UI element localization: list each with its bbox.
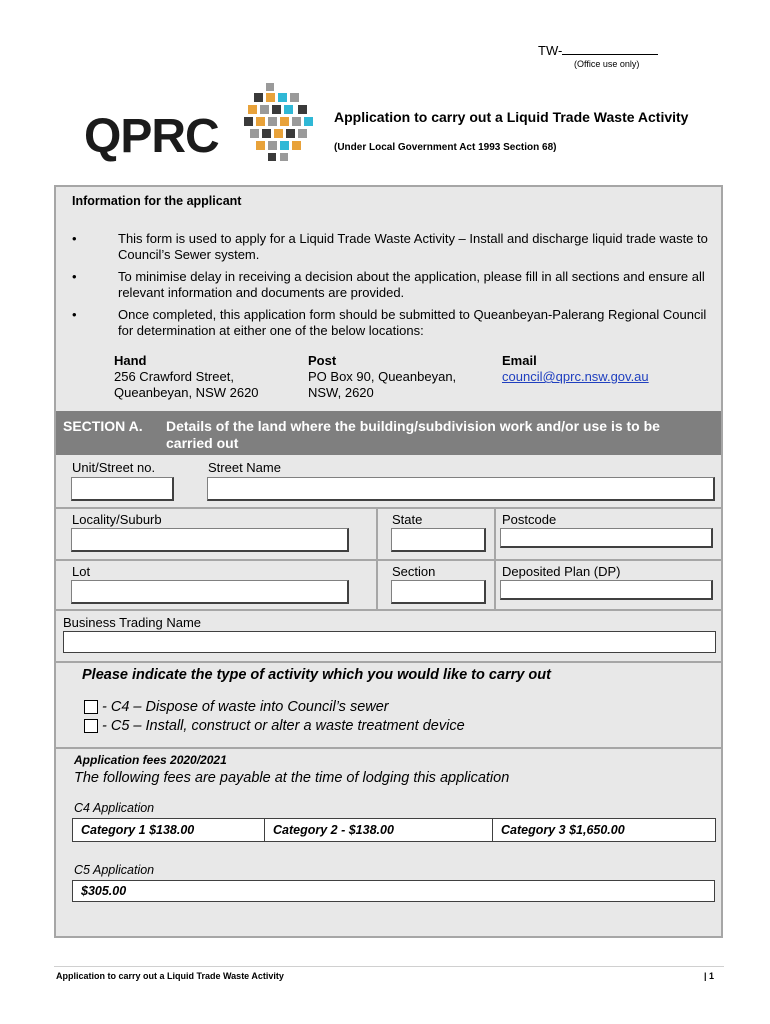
activity-type-title: Please indicate the type of activity which you would like to carry out bbox=[82, 667, 551, 683]
office-use-note: (Office use only) bbox=[574, 59, 640, 69]
contact-hand-heading: Hand bbox=[114, 353, 147, 368]
column-divider bbox=[376, 560, 378, 610]
column-divider bbox=[494, 560, 496, 610]
street-name-input[interactable] bbox=[207, 477, 715, 501]
footer-divider bbox=[54, 966, 724, 967]
page-number: | 1 bbox=[704, 971, 715, 981]
bullet-marker: • bbox=[72, 269, 77, 284]
info-title: Information for the applicant bbox=[72, 194, 242, 208]
office-number-line[interactable] bbox=[562, 42, 658, 55]
lot-input[interactable] bbox=[71, 580, 349, 604]
c4-application-label: C4 Application bbox=[74, 801, 155, 815]
logo-wordmark: QPRC bbox=[84, 110, 219, 163]
fees-title: Application fees 2020/2021 bbox=[74, 753, 227, 767]
c5-option-label: - C5 – Install, construct or alter a waste treatment device bbox=[102, 718, 465, 734]
unit-street-no-label: Unit/Street no. bbox=[72, 460, 156, 475]
c5-fee: $305.00 bbox=[81, 884, 127, 898]
unit-street-no-input[interactable] bbox=[71, 477, 174, 501]
state-input[interactable] bbox=[391, 528, 486, 552]
info-bullet-3: Once completed, this application form should be submitted to Queanbeyan-Palerang Regional Council for determination at either one of the below locations: bbox=[118, 307, 707, 338]
row-divider bbox=[56, 609, 721, 611]
info-bullet-2: To minimise delay in receiving a decision about the application, please fill in all sections and ensure all relevant information and documents are provided. bbox=[118, 269, 705, 300]
row-divider bbox=[56, 559, 721, 561]
row-divider bbox=[56, 747, 721, 749]
document-title: Application to carry out a Liquid Trade Waste Activity bbox=[334, 109, 689, 125]
section-a-label: SECTION A. bbox=[63, 418, 143, 434]
contact-hand-line2: Queanbeyan, NSW 2620 bbox=[114, 385, 259, 400]
section-a-title: Details of the land where the building/subdivision work and/or use is to be carried out bbox=[166, 418, 660, 451]
footer-title: Application to carry out a Liquid Trade Waste Activity bbox=[56, 971, 284, 981]
locality-suburb-input[interactable] bbox=[71, 528, 349, 552]
lot-label: Lot bbox=[72, 564, 91, 579]
column-divider bbox=[494, 508, 496, 560]
contact-email-link-wrap bbox=[502, 369, 649, 385]
c5-checkbox[interactable] bbox=[84, 719, 98, 733]
section-a-header bbox=[56, 411, 721, 455]
c4-checkbox[interactable] bbox=[84, 700, 98, 714]
logo-mosaic-icon bbox=[244, 83, 314, 163]
contact-post-line1: PO Box 90, Queanbeyan, bbox=[308, 369, 457, 384]
bullet-marker: • bbox=[72, 307, 77, 322]
c4-option-label: - C4 – Dispose of waste into Council’s sewer bbox=[102, 699, 389, 715]
column-divider bbox=[376, 508, 378, 560]
deposited-plan-input[interactable] bbox=[500, 580, 713, 600]
office-prefix: TW- bbox=[538, 43, 563, 58]
c4-fee-table bbox=[72, 818, 716, 842]
c4-category-1-fee: Category 1 $138.00 bbox=[73, 819, 265, 841]
qprc-logo bbox=[84, 83, 324, 163]
row-divider bbox=[56, 661, 721, 663]
postcode-input[interactable] bbox=[500, 528, 713, 548]
contact-email-link[interactable]: council@qprc.nsw.gov.au bbox=[502, 369, 649, 384]
document-subtitle: (Under Local Government Act 1993 Section 68) bbox=[334, 142, 557, 153]
fees-subtitle: The following fees are payable at the time of lodging this application bbox=[74, 770, 510, 786]
state-label: State bbox=[392, 512, 423, 527]
c5-fee-table bbox=[72, 880, 715, 902]
business-trading-name-input[interactable] bbox=[63, 631, 716, 653]
row-divider bbox=[56, 507, 721, 509]
c4-category-2-fee: Category 2 - $138.00 bbox=[265, 819, 493, 841]
locality-suburb-label: Locality/Suburb bbox=[72, 512, 162, 527]
office-use-field bbox=[538, 42, 658, 58]
bullet-marker: • bbox=[72, 231, 77, 246]
contact-hand-line1: 256 Crawford Street, bbox=[114, 369, 234, 384]
street-name-label: Street Name bbox=[208, 460, 281, 475]
contact-email-heading: Email bbox=[502, 353, 537, 368]
section-input[interactable] bbox=[391, 580, 486, 604]
c4-category-3-fee: Category 3 $1,650.00 bbox=[501, 823, 625, 837]
contact-post-heading: Post bbox=[308, 353, 337, 368]
deposited-plan-label: Deposited Plan (DP) bbox=[502, 564, 621, 579]
section-label: Section bbox=[392, 564, 436, 579]
postcode-label: Postcode bbox=[502, 512, 557, 527]
c5-application-label: C5 Application bbox=[74, 863, 155, 877]
application-form bbox=[54, 185, 723, 938]
contact-post-line2: NSW, 2620 bbox=[308, 385, 374, 400]
info-bullet-1: This form is used to apply for a Liquid Trade Waste Activity – Install and discharge liquid trade waste to Council’s Sewer system. bbox=[118, 231, 708, 262]
business-trading-name-label: Business Trading Name bbox=[63, 615, 202, 630]
